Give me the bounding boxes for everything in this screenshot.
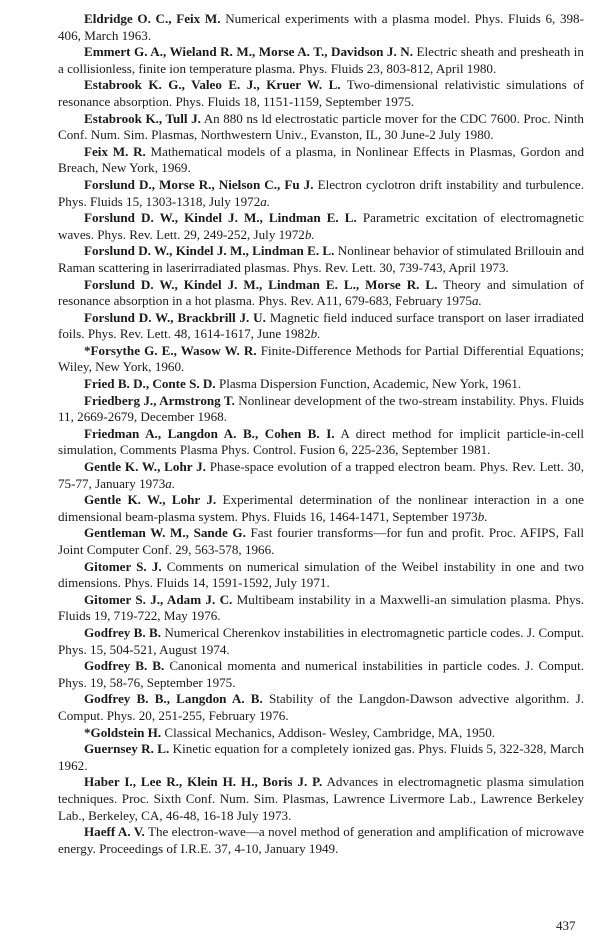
reference-authors: Gentle K. W., Lohr J.: [84, 492, 217, 508]
reference-authors: Haeff A. V.: [84, 824, 145, 840]
reference-text: Electric sheath and presheath in a collisionless, finite ion temperature plasma. Phys. Fluids 23, 803-812, April 1980.: [58, 44, 584, 76]
reference-text: Parametric excitation of electromagnetic waves. Phys. Rev. Lett. 29, 249-252, July 1972: [58, 210, 584, 242]
reference-authors: Godfrey B. B., Langdon A. B.: [84, 691, 263, 707]
reference-entry: [58, 525, 584, 558]
reference-text: Classical Mechanics, Addison- Wesley, Cambridge, MA, 1950.: [164, 724, 496, 740]
reference-text: Numerical experiments with a plasma model. Phys. Fluids 6, 398-406, March 1963.: [58, 11, 584, 43]
reference-text: Nonlinear development of the two-stream instability. Phys. Fluids 11, 2669-2679, December 1968.: [58, 392, 585, 425]
reference-entry: [58, 393, 584, 426]
reference-authors: Guernsey R. L.: [84, 741, 170, 757]
reference-entry: [58, 210, 584, 243]
reference-entry: [58, 691, 584, 724]
reference-entry: [58, 459, 584, 492]
reference-text: Two-dimensional relativistic simulations of resonance absorption. Phys. Fluids 18, 1151-1159, September 1975.: [58, 77, 584, 109]
reference-entry: [58, 492, 584, 525]
reference-year-suffix: a.: [260, 193, 271, 209]
reference-text: Fast fourier transforms—for fun and profit. Proc. AFIPS, Fall Joint Computer Conf. 29, 563-578, 1966.: [58, 525, 584, 557]
reference-entry: [58, 243, 584, 276]
reference-text: Phase-space evolution of a trapped electron beam. Phys. Rev. Lett. 30, 75-77, January 1973: [58, 459, 584, 491]
reference-authors: Fried B. D., Conte S. D.: [84, 376, 216, 392]
reference-authors: Estabrook K. G., Valeo E. J., Kruer W. L.: [84, 77, 341, 93]
reference-entry: [58, 343, 584, 376]
reference-entry: [58, 774, 584, 824]
reference-authors: Feix M. R.: [84, 143, 146, 159]
reference-authors: Godfrey B. B.: [84, 658, 165, 674]
reference-text: Magnetic field induced surface transport on laser irradiated foils. Phys. Rev. Lett. 48, 1614-1617, June 1982: [58, 309, 584, 342]
reference-authors: Friedberg J., Armstrong T.: [84, 392, 235, 408]
reference-year-suffix: b.: [310, 326, 321, 342]
reference-text: Nonlinear behavior of stimulated Brillouin and Raman scattering in laserirradiated plasmas. Phys. Rev. Lett. 30, 739-743, April 1973.: [58, 243, 584, 275]
reference-authors: Forslund D., Morse R., Nielson C., Fu J.: [84, 176, 314, 192]
reference-entry: [58, 11, 584, 44]
reference-authors: Forslund D. W., Kindel J. M., Lindman E. L.: [84, 210, 357, 226]
reference-entry: [58, 658, 584, 691]
reference-text: Mathematical models of a plasma, in Nonlinear Effects in Plasmas, Gordon and Breach, New York, 1969.: [58, 143, 585, 176]
reference-entry: [58, 277, 584, 310]
reference-entry: [58, 44, 584, 77]
reference-entry: [58, 111, 584, 144]
reference-text: Electron cyclotron drift instability and turbulence. Phys. Fluids 15, 1303-1318, July 1972: [58, 176, 584, 209]
reference-entry: [58, 725, 584, 742]
reference-authors: Emmert G. A., Wieland R. M., Morse A. T., Davidson J. N.: [84, 44, 413, 60]
reference-year-suffix: b.: [304, 226, 315, 242]
reference-authors: Gitomer S. J., Adam J. C.: [84, 591, 233, 607]
reference-entry: [58, 824, 584, 857]
reference-text: Kinetic equation for a completely ionized gas. Phys. Fluids 5, 322-328, March 1962.: [58, 741, 585, 773]
reference-text: The electron-wave—a novel method of generation and amplification of microwave energy. Proceedings of I.R.E. 37, 4-10, January 1949.: [58, 824, 584, 856]
reference-text: Experimental determination of the nonlinear interaction in a one dimensional beam-plasma system. Phys. Fluids 16, 1464-1471, September 1973: [58, 492, 584, 524]
reference-authors: Godfrey B. B.: [84, 624, 161, 640]
reference-entry: [58, 177, 584, 210]
reference-year-suffix: a.: [165, 475, 176, 491]
reference-entry: [58, 741, 584, 774]
reference-authors: Friedman A., Langdon A. B., Cohen B. I.: [84, 425, 335, 441]
reference-entry: [58, 376, 584, 393]
reference-text: Stability of the Langdon-Dawson advective algorithm. J. Comput. Phys. 20, 251-255, February 1976.: [58, 691, 584, 723]
reference-text: Numerical Cherenkov instabilities in electromagnetic particle codes. J. Comput. Phys. 15, 504-521, August 1974.: [58, 624, 584, 657]
reference-authors: Haber I., Lee R., Klein H. H., Boris J. P.: [84, 774, 323, 790]
reference-year-suffix: b.: [477, 508, 488, 524]
reference-authors: Gitomer S. J.: [84, 558, 162, 574]
reference-text: A direct method for implicit particle-in-cell simulation, Comments Plasma Phys. Control. Fusion 6, 225-236, September 1981.: [58, 425, 584, 458]
reference-text: Plasma Dispersion Function, Academic, New York, 1961.: [218, 376, 522, 392]
reference-authors: Forslund D. W., Kindel J. M., Lindman E. L., Morse R. L.: [84, 276, 438, 292]
reference-authors: Forslund D. W., Kindel J. M., Lindman E. L.: [84, 243, 335, 259]
reference-entry: [58, 426, 584, 459]
reference-text: Canonical momenta and numerical instabilities in particle codes. J. Comput. Phys. 19, 58-76, September 1975.: [58, 658, 585, 690]
reference-authors: Gentleman W. M., Sande G.: [84, 525, 246, 541]
reference-text: Finite-Difference Methods for Partial Differential Equations; Wiley, New York, 1960.: [58, 342, 584, 375]
reference-entry: [58, 77, 584, 110]
reference-entry: [58, 592, 584, 625]
reference-entry: [58, 559, 584, 592]
reference-authors: Eldridge O. C., Feix M.: [84, 11, 221, 26]
reference-authors: *Goldstein H.: [84, 724, 162, 740]
reference-text: Comments on numerical simulation of the Weibel instability in one and two dimensions. Phys. Fluids 14, 1591-1592, July 1971.: [58, 558, 584, 591]
reference-list: [58, 11, 584, 857]
reference-authors: Gentle K. W., Lohr J.: [84, 459, 206, 475]
reference-text: An 880 ns ld electrostatic particle mover for the CDC 7600. Proc. Ninth Conf. Num. Sim. Plasmas, Northwestern Univ., Evanston, IL, 30 June-2 July 1980.: [58, 110, 584, 143]
reference-text: Advances in electromagnetic plasma simulation techniques. Proc. Sixth Conf. Num. Sim. Plasmas, Lawrence Livermore Lab., Lawrence Berkeley Lab., Berkeley, CA, 46-48, 16-18 July 1973.: [58, 774, 584, 823]
page-number: 437: [556, 918, 576, 933]
reference-entry: [58, 625, 584, 658]
reference-authors: *Forsythe G. E., Wasow W. R.: [84, 342, 257, 358]
reference-authors: Forslund D. W., Brackbrill J. U.: [84, 309, 266, 325]
reference-authors: Estabrook K., Tull J.: [84, 110, 201, 126]
reference-text: Theory and simulation of resonance absorption in a hot plasma. Phys. Rev. A11, 679-683, February 1975: [58, 276, 584, 309]
reference-entry: [58, 144, 584, 177]
reference-entry: [58, 310, 584, 343]
reference-year-suffix: a.: [471, 293, 482, 309]
reference-text: Multibeam instability in a Maxwelli-an simulation plasma. Phys. Fluids 19, 719-722, May 1976.: [58, 591, 584, 624]
